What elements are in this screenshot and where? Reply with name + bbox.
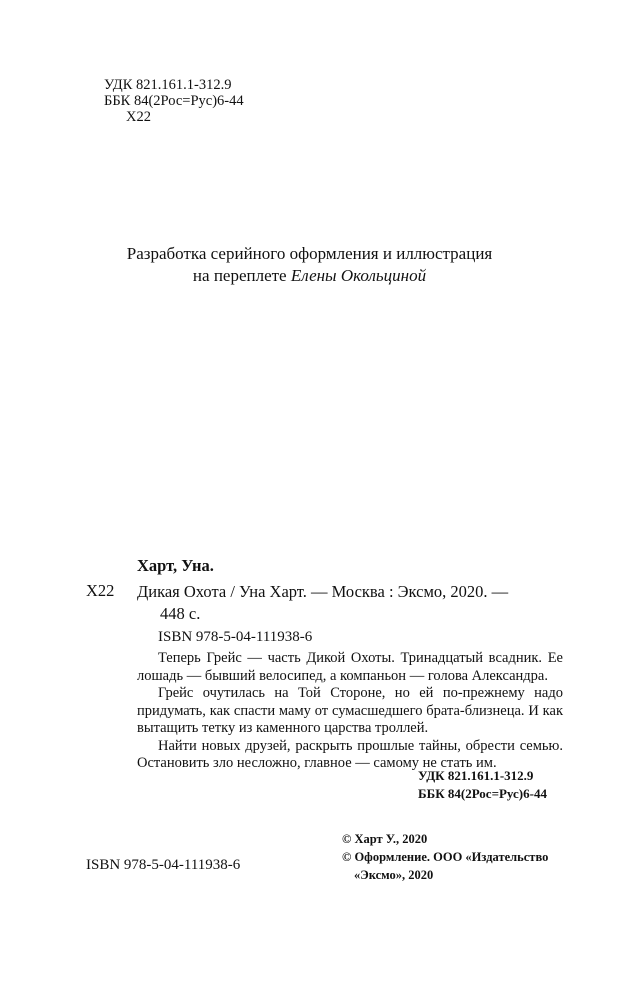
copyright-design: © Оформление. ООО «Издательство <box>342 850 549 864</box>
illustrator-name: Елены Окольциной <box>290 266 427 285</box>
design-credits <box>0 243 619 287</box>
author-name: Харт, Уна. <box>137 556 214 575</box>
udk-code: УДК 821.161.1-312.9 <box>104 77 232 93</box>
bibliographic-title <box>137 581 508 625</box>
title-line-1: Дикая Охота / Уна Харт. — Москва : Эксмо, 2020. — <box>137 582 509 601</box>
annotation-paragraph-2: Грейс очутилась на Той Стороне, но ей по-прежнему надо придумать, как спасти маму от сумасшедшего брата-близнеца. И как вытащить тетку из каменного царства троллей. <box>137 685 563 736</box>
title-line-2: 448 с. <box>160 604 201 623</box>
bottom-bbk-code: ББК 84(2Рос=Рус)6-44 <box>418 786 547 801</box>
credits-line-2 <box>0 265 619 287</box>
credits-line-1: Разработка серийного оформления и иллюстрация <box>126 244 493 263</box>
isbn-main: ISBN 978-5-04-111938-6 <box>158 629 313 645</box>
credits-line-2-prefix: на переплете <box>192 266 291 285</box>
bottom-classification-codes <box>418 767 547 803</box>
annotation-paragraph-1: Теперь Грейс — часть Дикой Охоты. Тринадцатый всадник. Ее лошадь — бывший велосипед, а компаньон — голова Александра. <box>137 650 563 684</box>
annotation-paragraph-3: Найти новых друзей, раскрыть прошлые тайны, обрести семью. Остановить зло несложно, главное — самому не стать им. <box>137 737 563 771</box>
top-classification-codes <box>104 77 244 125</box>
bottom-udk-code: УДК 821.161.1-312.9 <box>418 768 534 783</box>
author-mark-code: Х22 <box>126 109 151 125</box>
bbk-code: ББК 84(2Рос=Рус)6-44 <box>104 93 244 109</box>
copyright-block <box>342 830 548 884</box>
bibliographic-author-mark: Х22 <box>86 581 115 600</box>
copyright-publisher: «Эксмо», 2020 <box>354 868 434 882</box>
copyright-author: © Харт У., 2020 <box>342 832 428 846</box>
annotation <box>137 650 563 773</box>
isbn-bottom: ISBN 978-5-04-111938-6 <box>86 857 241 873</box>
